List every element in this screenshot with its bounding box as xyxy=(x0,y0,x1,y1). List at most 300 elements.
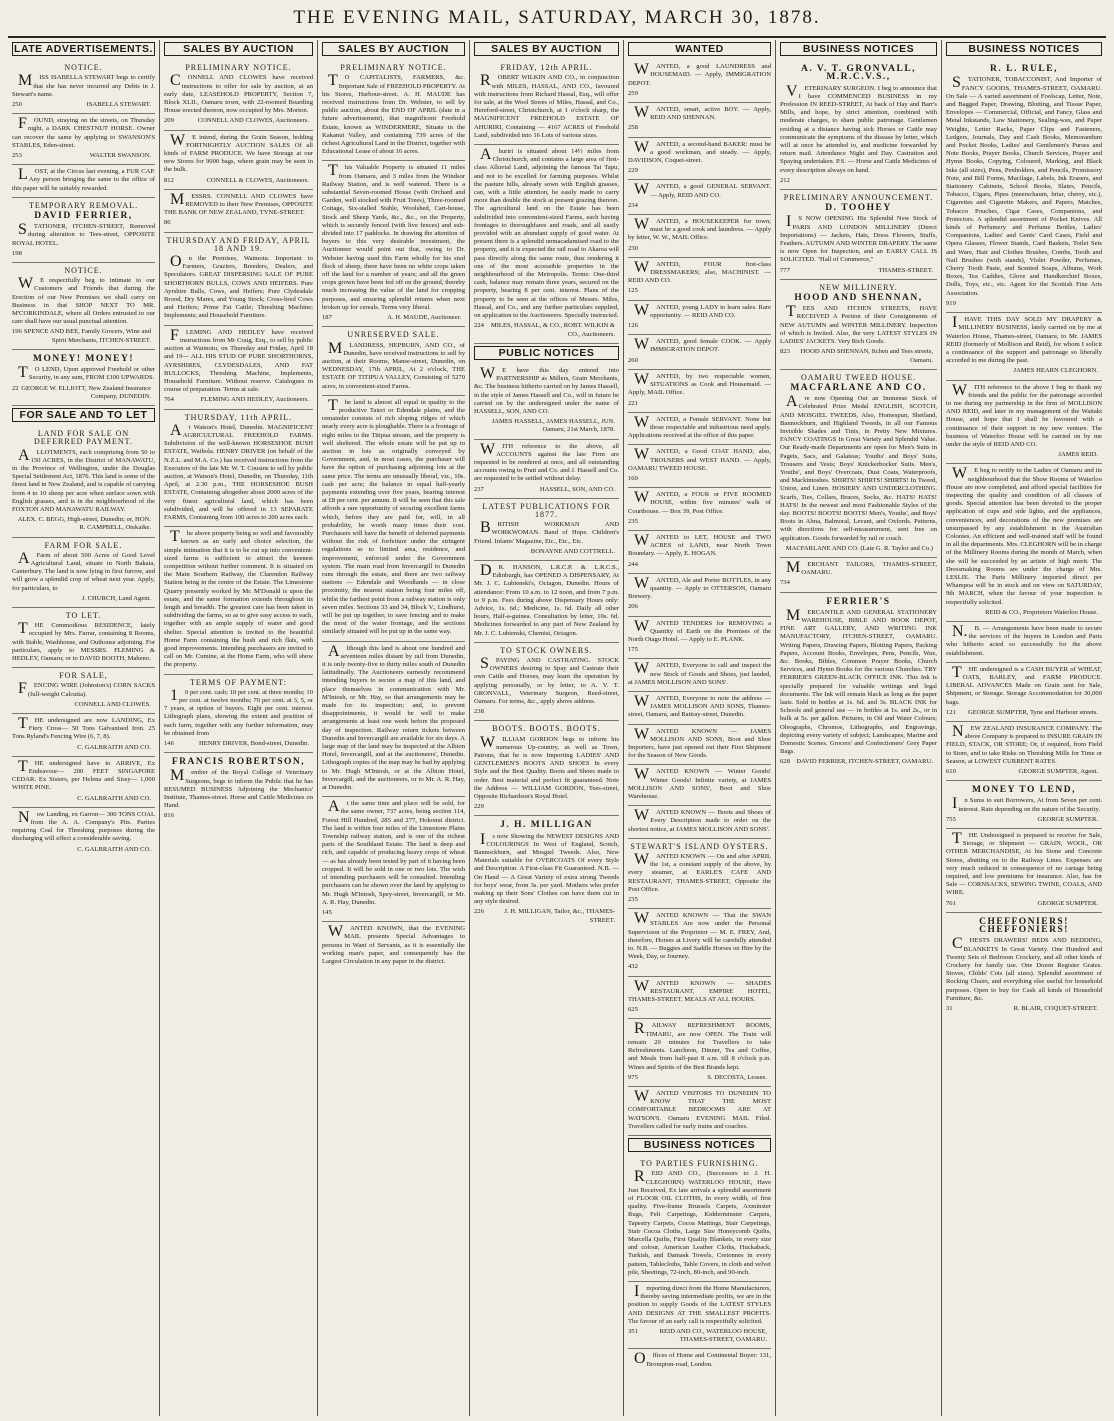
ad-body: WANTED, a good GENERAL SERVANT. — Apply, REID AND CO. xyxy=(634,181,771,199)
ad-signature-text xyxy=(765,646,767,653)
advertisement xyxy=(946,913,1102,1017)
ad-signature-text: A. H. MAUDE, Auctioneer. xyxy=(387,314,461,322)
ad-title: TO STOCK OWNERS. xyxy=(500,645,593,655)
ad-title: PRELIMINARY NOTICE. xyxy=(185,63,292,73)
ad-number: 146 xyxy=(164,740,174,748)
ad-heading: MONEY TO LEND, xyxy=(972,785,1076,796)
ad-number: 234 xyxy=(628,201,638,209)
ad-signature xyxy=(164,740,313,748)
ad-number: 212 xyxy=(780,176,790,184)
ad-body: STATIONER, ITCHEN-STREET, Removed during alteration to Tees-street, OPPOSITE ROYAL HOTEL. xyxy=(12,221,155,247)
advertisement xyxy=(628,909,771,976)
ad-signature-text: CONNELL AND CLOWES, Auctioneers. xyxy=(197,117,309,125)
ad-signature xyxy=(474,548,619,556)
advertisement xyxy=(628,60,771,103)
ad-body: NEW ZEALAND INSURANCE COMPANY. The above Company is prepared to INSURE GRAIN IN FIELD, STACK, OR STORE; Or, if required, from Field to Store, and to take Risks on Threshing Mills for Time or Season, at LOWEST CURRENT RATES. xyxy=(946,723,1102,765)
ad-number: 625 xyxy=(628,1006,638,1014)
section-header: BUSINESS NOTICES xyxy=(628,1138,771,1152)
advertisement xyxy=(474,561,619,643)
masthead-rule xyxy=(8,36,1106,38)
ad-signature xyxy=(628,167,771,175)
ad-number: 761 xyxy=(946,899,956,907)
ad-body: MERCANTILE AND GENERAL STATIONERY WAREHOUSE, BIBLE AND BOOK DEPOT, FINE ART GALLERY, AND WRITING INK MANUFACTORY, ITCHEN-STREET, OAMARU. Writing Papers, Drawing Papers, Blotting Papers, Packing Papers, Account Books, Envelopes, Pens, Pencils, Wax, &c. Books, Bibles, Common Prayer Books, Church Services, and Hymn Books for the various Churches. TRY FERRIER'S GREEN-BLACK OFFICE INK. This Ink is specially prepared for valuable writings and legal documents. The Ink will remain black as long as the paper lasts. Sold in bottles at 1s. 6d. and 3s. BLACK INK for Schools and general use — in bottles at 1s. and 2s., or in bulk at 5s. per gallon. Pictures, in Oil and Water Colours; Oleographs, Chromos, Lithographs, and Engravings, depicting every variety of subject; Landscapes, Marine and Domestic Scenes. Grocers' and Confectioners' Grey Paper Bags. xyxy=(780,606,937,756)
advertisement xyxy=(12,350,155,406)
column-4 xyxy=(470,40,624,1416)
ad-body: WANTED KNOWN — That the SWAN STABLES Are now under the Personal Supervision of the Proprietor — M. E. FREY, And, therefore, Horses at Livery will be carefully attended to. N.B. — Buggies and Saddle Horses on Hire by the Week, Day, or Journey. xyxy=(628,910,771,961)
ad-body: FLEMING AND HEDLEY have received instructions from Mr Craig, Esq., to sell by public auction at Waimotu, on Thursday and Friday, April 18 and 19— ALL HIS STUD OF PURE SHORTHORNS, AYRSHIRES, CLYDESDALES, AND FAT BULLOCKS, Threshing Machine, Implements, Household Furniture. Without reserve. Catalogues in course of preparation. Terms at sale. xyxy=(164,326,313,394)
advertisement xyxy=(780,593,937,771)
ad-title: TO PARTIES FURNISHING. xyxy=(640,1159,759,1169)
ad-body: Although this land is about one hundred and seventeen miles distant by rail from Dunedin, it is only twenty-five to thirty miles south of Dunedin latitudinally. The Auctioneers earnestly recommend intending buyers to secure a map of this land, and place themselves in communication with Mr. M'Intosh, or Mr. Hay, so that arrangements may be made for its inspection; and, to prevent disappointments, it would be well to make arrangements at least one week before the proposed day of inspection. Railway return tickets between Dunedin and Invercargill are available for six days. A large map of the land may be inspected at the Albion Hotel, Invercargill, and at the auctioneers', Dunedin. Lithograph copies of the map may be had by applying to Mr. Hugh M'Intosh, or at the Albion Hotel, Invercargill, and the auctioneers, or to Mr. A. R. Hay, at Dunedin. xyxy=(322,642,465,792)
ad-title: FARM FOR SALE. xyxy=(44,540,123,550)
ad-signature xyxy=(628,245,771,253)
ad-number: 238 xyxy=(474,708,484,716)
advertisement xyxy=(12,263,155,350)
ad-number: 31 xyxy=(946,1004,953,1012)
ad-number: 175 xyxy=(628,646,638,654)
advertisement xyxy=(628,138,771,181)
advertisement xyxy=(474,440,619,499)
ad-body: WANTED KNOWN — On and after APRIL the 1st, a constant supply of the above, by every steamer, at EARLE'S CAFE AND RESTAURANT, THAMES-STREET, Opposite the Post Office. xyxy=(628,851,771,893)
ad-title: PRELIMINARY NOTICE. xyxy=(340,63,447,73)
ad-body: WANTED, by two respectable women, SITUATIONS as Cook and Housemaid. — Apply, MAIL Office. xyxy=(628,370,771,397)
ad-body: N.B. — Arrangements have been made to secure the services of the buyers in London and Paris who hitherto acted so successfully for the above establishment. xyxy=(946,623,1102,657)
ad-signature-text xyxy=(765,90,767,97)
ad-heading: HOOD AND SHENNAN, xyxy=(794,293,923,304)
advertisement xyxy=(628,335,771,370)
ad-title: NOTICE. xyxy=(64,63,103,73)
advertisement xyxy=(164,190,313,233)
ad-signature-text: C. GALBRAITH AND CO. xyxy=(77,743,151,751)
advertisement xyxy=(628,180,771,215)
ad-body: FENCING WIRE (Johnston's) CORN SACKS (full-weight Calcutta). xyxy=(18,680,155,698)
ad-signature-text xyxy=(307,219,309,226)
ad-signature xyxy=(12,701,155,709)
ad-number: 206 xyxy=(628,603,638,611)
ad-body: WANTED, Everyone to call and inspect the new Stock of Goods and Shoes, just landed, at JAMES MOLLISON AND SONS'. xyxy=(628,660,771,686)
ad-title: THURSDAY, 11th APRIL. xyxy=(184,412,293,422)
ad-signature xyxy=(164,396,313,404)
ad-signature xyxy=(12,795,155,803)
ad-title: NEW MILLINERY. xyxy=(819,282,898,292)
advertisement xyxy=(946,313,1102,380)
ad-body: MERCHANT TAILORS, THAMES-STREET, OAMARU. xyxy=(786,558,937,577)
ad-number: 22 xyxy=(12,384,19,392)
ad-body: SPAYING AND CASTRATING. STOCK OWNERS desiring to Spay and Castrate their own Cattle and Horses, may learn the operation by applying personally, or by letter, to A. V. T. GRONVALL, Veterinary Surgeon, Reed-street, Oamaru. For terms, &c., apply above address. xyxy=(474,655,619,706)
ad-signature-text xyxy=(931,579,933,586)
ad-signature-text: DAVID FERRIER, ITCHEN-STREET, OAMARU. xyxy=(796,758,933,766)
advertisement xyxy=(628,1282,771,1349)
ad-body: THE undersigned have to ARRIVE, Ex Endeavour— 200 FEET SINGAPORE CEDAR. Ex Sisters, per Helena and Sissy— 1,000 WHITE PINE. xyxy=(12,757,155,792)
ad-number: 351 xyxy=(628,1327,638,1335)
ad-title: STEWART'S ISLAND OYSTERS. xyxy=(630,841,769,851)
advertisement xyxy=(12,757,155,808)
advertisement xyxy=(12,538,155,608)
ad-title: UNRESERVED SALE. xyxy=(347,330,440,340)
advertisement xyxy=(164,326,313,410)
ad-body: MLANDRESS, HEPBURN, AND CO., of Dunedin, have received instructions to sell by auction, at their Rooms, Manse-street, Dunedin, on WEDNESDAY, 17th APRIL, At 2 o'clock, THE ESTATE OF TITIPUA VALLEY, Consisting of 5270 acres, in convenient-sized Farms. xyxy=(322,339,465,390)
ad-body: WANTED, a good LAUNDRESS and HOUSEMAID. — Apply, IMMIGRATION DEPOT. xyxy=(628,61,771,87)
column-1 xyxy=(8,40,160,1416)
ad-heading: CHEFFONIERS! CHEFFONIERS! xyxy=(979,916,1069,936)
ad-title: LAND FOR SALE ON DEFERRED PAYMENT. xyxy=(34,429,133,447)
section-header: LATE ADVERTISEMENTS. xyxy=(12,42,155,56)
ad-body: Is now Showing the NEWEST DESIGNS AND COLOURINGS In West of England, Scotch, Bannockburn, and Mosgiel Tweeds. Also, New Materials suitable for OVERCOATS Of every Style and Description. A First-class Fit Guaranteed. N.B. — On Hand — A Great Variety of extra strong Tweeds for boys' wear, from 3s. per yard. Mothers who prefer making up their Sons' Clothes can have them cut in any style desired. xyxy=(474,830,619,906)
ad-signature-text: J. H. MILLIGAN, Tailor, &c., THAMES-STREET. xyxy=(504,908,615,924)
ad-signature-text xyxy=(459,909,461,916)
ad-signature-text xyxy=(765,400,767,407)
ad-body: BRITISH WORKMAN AND WORKWOMAN. Band of Hope. Children's Friend. Infants' Magazine, Etc., Etc., Etc. xyxy=(474,519,619,545)
ad-body: VETERINARY SURGEON. I beg to announce that I have COMMENCED BUSINESS in my Profession IN REED-STREET, At back of Hay and Barr's Mills, and hope, by strict attention, combined with moderate charges, to share public patronage. Gentlemen residing at a distance having sick Horses or Cattle may communicate the symptoms of the disease by letter, which will at once be attended to, and medicine forwarded by return mail. Attendance Night and Day. Castration and Spaying undertaken. P.S. — Horse and Cattle Medicines of every description always on hand. xyxy=(780,82,937,174)
advertisement xyxy=(474,364,619,440)
ad-signature-text: GEORGE SUMPTER, Tyne and Harbour streets. xyxy=(968,708,1098,716)
ad-signature-text xyxy=(149,250,151,257)
ad-signature-text xyxy=(765,322,767,329)
ad-signature xyxy=(628,475,771,483)
ad-body: WANTED, a Female SERVANT. None but those respectable and industrious need apply. Applications received at the office of this paper. xyxy=(628,413,771,440)
ad-signature xyxy=(628,1006,771,1014)
ad-signature xyxy=(164,117,313,125)
ad-number: 198 xyxy=(12,249,22,257)
ad-signature xyxy=(12,516,155,532)
ad-signature xyxy=(12,595,155,603)
ad-signature xyxy=(474,322,619,338)
ad-body: WANTED, a second-hand BAKER: must be a good workman, and steady. — Apply, DAVIDSON, Coquet-street. xyxy=(628,138,771,165)
advertisement xyxy=(164,527,313,674)
advertisement xyxy=(780,280,937,370)
ad-signature-text: MACFARLANE AND CO. (Late G. R. Taylor and Co.) xyxy=(785,544,933,552)
ad-number: 230 xyxy=(628,244,638,252)
ad-body: WANTED, a HOUSEKEEPER for town; must be a good cook and laundress. — Apply by letter, W. W., MAIL Office. xyxy=(628,216,771,242)
advertisement xyxy=(164,753,313,824)
section-header: WANTED xyxy=(628,42,771,56)
advertisement xyxy=(322,642,465,798)
advertisement xyxy=(628,574,771,617)
ad-body: TO LEND, Upon approved Freehold or other Security, in any sum, FROM £100 UPWARDS. xyxy=(18,364,155,382)
ad-signature xyxy=(12,744,155,752)
ad-signature-text: ALEX. C. BEGG, High-street, Dunedin; or, HON. R. CAMPBELL, Otekaike. xyxy=(17,516,151,532)
advertisement xyxy=(780,60,937,190)
ad-signature-text xyxy=(1096,300,1098,307)
ad-title: OAMARU TWEED HOUSE. xyxy=(800,372,917,382)
ad-signature xyxy=(322,909,465,917)
ad-body: WANTED KNOWN — JAMES MOLLISON AND SONS, Boot and Shoe Importers, have just opened out their First Shipment for the Season of New Goods. xyxy=(628,725,771,760)
column-6 xyxy=(776,40,942,1416)
ad-signature-text: REID AND CO., WATERLOO HOUSE, THAMES-STREET, OAMARU. xyxy=(659,1327,767,1344)
ad-signature xyxy=(628,400,771,408)
advertisement xyxy=(164,410,313,528)
ad-heading: A. V. T. GRONVALL, M.R.C.V.S., xyxy=(800,64,917,83)
ad-signature-text xyxy=(765,245,767,252)
ad-body: On the Premises, Waimotu. Important to Farmers, Graziers, Breeders, Dealers, and Speculators. GREAT DISPERSING SALE OF PURE SHORTHORN BULLS, COWS AND HEIFERS. Pure Ayrshire Bulls, Cows, and Heifers; Pure Clydesdale Brood, Dry Mares, and Young Stock; Cross-bred Cows and Heifers; Prime Fat Cattle; Threshing Machine; Implements; and Household Furniture. xyxy=(164,253,313,320)
ad-signature xyxy=(946,609,1102,617)
ad-body: THE undersigned are now LANDING, Ex Fiery Cross— 50 Tons Galvanised Iron. 25 Tons Ryland's Fencing Wire (6, 7, 8). xyxy=(12,715,155,741)
ad-signature-text xyxy=(613,708,615,715)
advertisement xyxy=(628,806,771,839)
ad-signature xyxy=(628,963,771,971)
ad-signature xyxy=(474,486,619,494)
advertisement xyxy=(12,426,155,537)
ad-signature-text xyxy=(765,1006,767,1013)
ad-body: At Watson's Hotel, Dunedin. MAGNIFICENT AGRICULTURAL FREEHOLD FARMS. Subdivision of the well-known HORSESHOE BUSH ESTATE, Waihola. HENRY DRIVER (on behalf of the N.Z.L. and M.A. Co.) has received instructions from the Executors of the late Mr. W. T. Cousins to sell by public auction, at Watson's Hotel, Dunedin, on Thursday, 11th April, at 2.30 p.m., THE HORSESHOE BUSH ESTATE, Containing altogether about 2000 acres of the very finest agricultural land, which has been subdivided, and will be offered in 13 SEPARATE FARMS, Containing from 100 acres to 200 acres each. xyxy=(164,421,313,521)
ad-signature xyxy=(780,348,937,364)
ad-number: 145 xyxy=(322,908,332,916)
ad-signature-text: WALTER SWANSON. xyxy=(89,152,151,160)
ad-signature-text: JAMES REID. xyxy=(1058,451,1098,459)
section-header: FOR SALE AND TO LET xyxy=(12,408,155,422)
advertisement xyxy=(628,370,771,413)
advertisement xyxy=(780,190,937,280)
ad-signature xyxy=(12,385,155,401)
ad-body: WE respectfully beg to intimate to our Customers and Friends that during the Erection of our New Premises we shall carry on Business in that SHOP NEXT TO MR. M'CORKINDALE, where all Orders entrusted to our care shall have our usual punctual attention. xyxy=(12,275,155,326)
column-3 xyxy=(318,40,470,1416)
ad-heading: FERRIER'S xyxy=(826,596,891,607)
ad-body: MESSRS. CONNELL AND CLOWES have REMOVED to their New Premises, OPPOSITE THE BANK OF NEW ZEALAND, TYNE-STREET. xyxy=(164,190,313,217)
ad-signature xyxy=(946,300,1102,308)
advertisement xyxy=(12,608,155,668)
ad-body: At the same time and place will be sold, for the same owner, 737 acres, being section 114, Forest Hill Hundred, 285 and 277, Hokonui district. The land is within four miles of the Limestone Plains Township railway station, and is one of the richest parts of the Southland Estate. The land is deep and rich, and capable of producing heavy crops of wheat — as has already been tested by part of it having been cropped. It will be sold in one or two lots. The wish of intending purchasers will be consulted. Intending purchasers can be shown over the land by applying to Mr. Hugh M'Intosh, Spey-street, Invercargill, or Mr. A. R. Hay, Dunedin. xyxy=(322,798,465,906)
ad-signature-text: CONNELL & CLOWES, Auctioneers. xyxy=(206,176,309,184)
ad-signature-text: FLEMING AND HEDLEY, Auctioneers. xyxy=(200,396,309,404)
ad-title: BOOTS. BOOTS. BOOTS. xyxy=(492,724,601,734)
ad-signature xyxy=(946,1005,1102,1013)
ad-body: THE Commodious RESIDENCE, lately occupied by Mrs. Farrar, containing 8 Rooms, with Stable, Washhouse, and Outhouse adjoining. For particulars, apply to MESSRS. FLEMING & HEDLEY, Oamaru; or to DAVID BOOTH, Maheno. xyxy=(12,620,155,662)
ad-signature-text: C. GALBRAITH AND CO. xyxy=(77,845,151,853)
ad-body: STATIONER, TOBACCONIST, And Importer of FANCY GOODS, THAMES-STREET, OAMARU. On Sale — A varied assortment of Foolscap, Letter, Note, and Bagged Paper, Drawing, Blotting, and Tissue Paper, Envelopes — Commercial, Official, and Fancy, Glass and Metal Inkstands, Law Stationery, Sealing-wax, and Paper Weights, Letter Racks, Paper Clips and Fasteners, Ledgers, Journals, Day and Cash Books, Memorandum and Pocket Books, Ladies' and Gentlemen's Purses and Note Books, Prayer Books, Church Services, Prayer and Hymn Books, Copying, Coloured, Marking, and Black Inks (all sizes), Pens, Penholders, and Pencils, Promissory Note, and Bill Forms, Mucilage, Labels, Ink Erasers, and Stationery Cabinets, School Books, Slates, Pencils, Tobacco, Cigars, Pipes (meerschaum, briar, cherry, etc.), Cigarettes and Cigarette Makers, and Papers, Matches, Tobacco Pouches, Cigar Cases, Companions, and Protectors. A splendid assortment of Pocket Knives. All kinds of Perfumery and Perfume Bottles, Ladies' Companions, Ladies' and Gents' Card Cases, Field and Opera Glasses, Flower Stands, Card Baskets, Toilet Sets and Ware, Hair and Clothes Brushes, Combs, Tooth and Nail Brushes (with stands), Violet Powder, Perfumes, Cherry Tooth Paste, and Scented Soaps, Albums, Work Boxes, Tea Caddies, Glove and Handkerchief Boxes, Dolls, Toys, etc., etc. Agent for the Scottish Fine Arts Association. xyxy=(946,74,1102,297)
ad-body: This Valuable Property is situated 11 miles from Oamaru, and 3 miles from the Windsor Railway Station, and is well watered. There is a substantial Seven-roomed House (with Orchard and Garden, well stocked with Fruit Trees), Three-roomed Cottage, Six-stalled Stable, Woolshed, Cart-house, Stock and Sheep Yards, &c., &c., on the Property, which is securely fenced (with live fences) and sub-divided into 17 paddocks. In drawing the attention of buyers to this very desirable investment, the Auctioneer would point out that, owing to Dr. Webster having used this Farm wholly for his stud flock of sheep, there have been no white crops taken off the land for a number of years; and all the green crops grown have been fed off on the ground, thereby much increasing the value of the land for cropping purposes, and ensuring splendid returns when next broken up for cereals. Terms very liberal. xyxy=(322,162,465,311)
ad-signature-text: S. DECOSTA, Lessee. xyxy=(707,1073,767,1081)
ad-number: 919 xyxy=(946,299,956,307)
ad-signature xyxy=(628,1328,771,1344)
ad-signature-text: GEORGE SUMPTER. xyxy=(1037,899,1098,907)
advertisement xyxy=(164,60,313,130)
ad-body: REID AND CO., (Successors to J. H. CLEGHORN) WATERLOO HOUSE, Have Just Received, Ex late arrivals a splendid assortment of FLOOR OIL CLOTHS, In every width, of first quality. Five-frame Brussels Carpets, Axminster Rugs, Felt Carpetings, Kidderminster Carpets, Tapestry Carpets, Cocoa Mattings, Stair Carpetings, Stair Cocoa Cloths, Large Size Honeycomb Quilts, Marcella Quilts, First Quality Blankets, in every size and colour, American Leather Cloths, Huckaback, Turkish, and Damask Towels, Cretonnes in every pattern, Tablecloths, Table Covers, in cloth and velvet pile, Sheetings, 72-inch, 80-inch, and 90-inch. xyxy=(628,1168,771,1276)
ad-signature-text xyxy=(765,963,767,970)
ad-signature-text xyxy=(931,177,933,184)
ad-number: 812 xyxy=(164,176,174,184)
ad-signature-text xyxy=(613,803,615,810)
ad-signature xyxy=(628,561,771,569)
ad-body: Now Landing, ex Garron— 300 TONS COAL from the A. A. Company's Pits. Parties requiring Coal for Threshing purposes during the discharging will effect a considerable saving. xyxy=(12,808,155,843)
advertisement xyxy=(946,722,1102,781)
ad-body: FOUND, straying on the streets, on Thursday night, a DARK CHESTNUT HORSE. Owner can recover the same by applying to SWANSON'S STABLES, Eden-street. xyxy=(12,115,155,149)
ad-number: 244 xyxy=(628,560,638,568)
ad-signature xyxy=(322,314,465,322)
ad-signature-text: CONNELL AND CLOWES. xyxy=(74,700,151,708)
advertisement xyxy=(628,103,771,138)
ad-number: 260 xyxy=(628,356,638,364)
advertisement xyxy=(474,816,619,928)
advertisement xyxy=(628,839,771,909)
advertisement xyxy=(322,60,465,161)
ad-number: 823 xyxy=(780,348,790,356)
ad-signature xyxy=(12,152,155,160)
ad-title: TERMS OF PAYMENT: xyxy=(190,677,287,687)
ad-signature xyxy=(628,124,771,132)
section-header: SALES BY AUCTION xyxy=(164,42,313,56)
ad-number: 259 xyxy=(628,89,638,97)
ad-body: THE undersigned is a CASH BUYER of WHEAT, OATS, BARLEY, and FARM PRODUCE. LIBERAL ADVANCES Made on Grain sent for Sale, Shipment, or Storage. Storage Accommodation for 30,000 bags. xyxy=(946,663,1102,706)
ad-body: TEES AND ITCHEN STREETS, HAVE RECEIVED A Portion of their Consignments of NEW AUTUMN and WINTER MILLINERY. Inspection of which is Invited. Also, the very LATEST STYLES IN LADIES' JACKETS. Very Rich Goods. xyxy=(780,303,937,346)
advertisement xyxy=(12,808,155,858)
ad-number: 764 xyxy=(164,396,174,404)
advertisement xyxy=(946,829,1102,913)
ad-body: WE beg to notify to the Ladies of Oamaru and its neighbourhood that the Show Rooms of Waterloo House are now completed, and afford special facilities for inspecting the quality and condition of all classes of goods. Special attention has been devoted to the proper application of cups and side lights, and the appliances, conveniences, and decorations of the new premises are unsurpassed by any establishment in the Australian Colonies. An efficient and well-trained staff will be found in all the departments. Mrs. CLEGHORN will be in charge of the Millinery Rooms during the month of March, when she will be succeeded by an artiste of high merit. The Dressmaking Rooms are under the charge of Mrs. LESLIE. The Paris Millinery imported direct per Whampoa will be in stock and on view on SATURDAY, 9th MARCH, when the favour of your inspection is respectfully solicited. xyxy=(946,465,1102,606)
ad-body: Ahuriri is situated about 14½ miles from Christchurch, and contains a large area of first-class Alluvial Land, adjoining the famous Tai Tapu, and not to be excelled for farming purposes. Whilst the pasture hills, already sown with English grasses, can, with a little attention, be easily made to carry more than double the stock at present grazing thereon. The agricultural land on the Estate has been subdivided into convenient-sized Farms, each having frontages to thoroughfares and roads, and all easily provided with an abundant supply of good water. At present there is a splendid unmacadamised road to the property, and it is expected the rail road to Akaroa will pass directly along the same route, thus rendering it one of the most accessible properties in the neighbourhood of the Metropolis. Terms: One-third cash, balance may remain three years, secured on the property, bearing 8 per cent. interest. Plans of the property to be seen at the offices of Messrs. Miles, Hassal, and Co., and any further particulars supplied, on application to the Auctioneers. Specially instructed. xyxy=(474,146,619,320)
advertisement xyxy=(12,165,155,198)
ad-heading: D. TOOHEY xyxy=(825,203,892,214)
ad-body: WILLIAM GORDON begs to inform his numerous Up-country, as well as Town, Patrons, that he is now Importing LADIES' AND GENTLEMEN'S BOOTS AND SHOES In every Style and the Best Quality. Boots and Shoes made to order. Best material and perfect fit guaranteed. Note the Address — WILLIAM GORDON, Tees-street, Opposite Richardson's Royal Hotel. xyxy=(474,733,619,801)
ad-signature xyxy=(780,545,937,553)
advertisement xyxy=(628,1087,771,1136)
advertisement xyxy=(628,977,771,1020)
ad-signature-text xyxy=(765,603,767,610)
advertisement xyxy=(474,643,619,722)
advertisement xyxy=(12,714,155,757)
ad-body: WANTED VISITORS TO DUNEDIN TO KNOW THAT THE MOST COMFORTABLE BEDROOMS ARE AT WATSON'S. Oamaru EVENING MAIL Filed. Travellers called for early trains and coaches. xyxy=(628,1087,771,1130)
ad-signature-text: J. CHURCH, Land Agent. xyxy=(81,594,151,602)
ad-number: 224 xyxy=(474,322,484,330)
ad-signature-text xyxy=(765,896,767,903)
ad-number: 258 xyxy=(628,124,638,132)
ad-number: 221 xyxy=(628,399,638,407)
ad-signature-text xyxy=(765,475,767,482)
ad-body: WE have this day entered into PARTNERSHIP as Millers, Grain Merchants, &c. The business hitherto carried on by James Hassell, in the style of James Hassell and Co., will in future be carried on by the undersigned under the name of HASSELL, SON, AND CO. xyxy=(474,364,619,415)
ad-signature-text: JAMES HASSELL, JAMES HASSELL, JUN. Oamaru, 21st March, 1878. xyxy=(491,418,615,434)
ad-number: 86 xyxy=(164,219,171,227)
ad-signature xyxy=(12,250,155,258)
advertisement xyxy=(946,781,1102,829)
ad-signature-text: GEORGE W. ELLIOTT, New Zealand Insurance Company, DUNEDIN. xyxy=(21,384,151,400)
ad-number: 126 xyxy=(628,322,638,330)
ad-body: LOST, at the Circus last evening, a FUR CAP. Any person bringing the same to the office of this paper will be suitably rewarded. xyxy=(12,166,155,192)
advertisement xyxy=(780,370,937,558)
ad-body: WANTED KNOWN — Boots and Shoes of Every Description made to order on the shortest notice, at JAMES MOLLISON AND SONS'. xyxy=(628,807,771,833)
advertisement xyxy=(780,558,937,593)
advertisement xyxy=(628,445,771,488)
ad-title: TEMPORARY REMOVAL. xyxy=(28,200,139,210)
section-header: BUSINESS NOTICES xyxy=(946,42,1102,56)
ad-body: IS NOW OPENING His Splendid New Stock of PARIS AND LONDON MILLINERY (Direct Importations) — Jackets, Hats, Dress Flowers, Stuffs, Feathers. AUTUMN AND WINTER DRAPERY. The same is now Open for Inspection, and an EARLY CALL IS SOLICITED. "Hall of Commerce," xyxy=(780,213,937,264)
ad-number: 121 xyxy=(946,708,956,716)
advertisement xyxy=(12,668,155,714)
ad-signature xyxy=(12,328,155,344)
advertisement xyxy=(322,922,465,970)
column-7 xyxy=(942,40,1106,1416)
ad-signature xyxy=(780,758,937,766)
advertisement xyxy=(628,1349,771,1372)
ad-signature xyxy=(946,367,1102,375)
ad-signature xyxy=(628,896,771,904)
ad-signature xyxy=(474,803,619,811)
ad-body: WANTED TENDERS for REMOVING a Quantity of Earth on the Premises of the North Otago Hotel. — Apply to E. PLANK. xyxy=(628,617,771,643)
advertisement xyxy=(946,381,1102,465)
ad-body: WANTED, good female COOK. — Apply IMMIGRATION DEPOT. xyxy=(634,336,771,354)
ad-body: WANTED, FOUR first-class DRESSMAKERS; also, MACHINIST. — REID AND CO. xyxy=(628,258,771,285)
ad-number: 253 xyxy=(12,152,22,160)
ad-signature xyxy=(628,357,771,365)
ad-signature-text: GEORGE SUMPTER. xyxy=(1037,815,1098,823)
advertisement xyxy=(474,145,619,344)
advertisement xyxy=(628,488,771,531)
ad-signature-text xyxy=(765,124,767,131)
advertisement xyxy=(628,413,771,446)
ad-number: 160 xyxy=(628,474,638,482)
ad-signature-text: GEORGE SUMPTER, Agent. xyxy=(1018,768,1098,776)
advertisement xyxy=(12,60,155,114)
advertisement xyxy=(628,659,771,692)
ad-signature xyxy=(12,101,155,109)
ad-body: WANTED, smart, active BOY. — Apply, REID AND SHENNAN. xyxy=(634,104,771,122)
ad-signature xyxy=(474,908,619,924)
ad-title: FRIDAY, 12th APRIL. xyxy=(500,63,593,73)
ad-body: WANTED, Everyone to note the address — JAMES MOLLISON AND SONS, Thames-street, Oamaru, and Rattray-street, Dunedin. xyxy=(628,692,771,719)
ad-signature-text: SPENCE AND BEE, Family Grocers, Wine and Spirit Merchants, ITCHEN-STREET. xyxy=(23,328,151,344)
ad-signature xyxy=(474,418,619,434)
column-2 xyxy=(160,40,318,1416)
advertisement xyxy=(474,499,619,561)
ad-signature xyxy=(946,900,1102,908)
ad-title: THURSDAY AND FRIDAY, APRIL 18 AND 19. xyxy=(166,235,311,253)
advertisement xyxy=(164,131,313,190)
ad-body: WITH reference to the above I beg to thank my friends and the public for the patronage accorded to me during my partnership in the firm of MOLLISON AND REID, and later in my management of the Waitaki House, and hope that I shall be favoured with a continuance of their support in my new venture. The business of Waterloo House will be carried on by me under the style of REID AND CO. xyxy=(946,381,1102,448)
ad-signature-text xyxy=(307,812,309,819)
advertisement xyxy=(474,60,619,145)
ad-body: ALLOTMENTS, each comprising from 50 to 150 ACRES, in the District of MANAWATU, in the Province of Wellington, under the Douglas Special Settlement Act, 1876. This land is some of the finest land in New Zealand, and is capable of carrying from 4 to 10 sheep per acre when surface sown with English grasses, and is in the neighbourhood of the FOXTON AND MANAWATU RAILWAY. xyxy=(12,446,155,513)
ad-body: Member of the Royal College of Veterinary Surgeons, begs to inform the Public that he has RESUMED BUSINESS Adjoining the Mechanics' Institute, Thames-street. Horse and Cattle Medicines on Hand. xyxy=(164,767,313,810)
ad-signature xyxy=(628,603,771,611)
ad-body: ROBERT WILKIN AND CO., in conjunction with MILES, HASSAL, AND CO., favoured with instructions from Richard Hassal, Esq., will offer for sale, at the Wool Stores of Miles, Hassal, and Co., Hereford-street, Christchurch, at 1 o'clock sharp, the MAGNIFICENT FREEHOLD ESTATE OF AHURIRI, Containing — 4167 ACRES of Freehold Land, subdivided into 16 Lots of various sizes. xyxy=(474,72,619,139)
advertisement xyxy=(12,198,155,263)
advertisement xyxy=(946,60,1102,313)
ad-number: 237 xyxy=(474,485,484,493)
ad-body: AFarm of about 500 Acres of Good Level Agricultural Land, situate in North Bakaia, Canterbury. The land is now lying in first furrow, and will grow a splendid crop of wheat next year. Apply, for particulars, to xyxy=(12,549,155,592)
ad-body: 10 per cent. cash; 10 per cent. at three months; 10 per cent. at twelve months; 70 per cent. at 3, 5, or 7 years, at option of buyers. Eight per cent. interest. Lithograph plans, showing the extent and position of each farm, together with any further information, may be obtained from xyxy=(164,686,313,737)
ad-signature-text: HASSELL, SON, AND CO. xyxy=(539,485,615,493)
advertisement xyxy=(628,617,771,660)
ad-body: WANTED, a Good COAT HAND; also, TROUSERS and WEST HAND. — Apply, OAMARU TWEED HOUSE. xyxy=(628,446,771,472)
masthead: THE EVENING MAIL, SATURDAY, MARCH 30, 1878. xyxy=(293,7,821,28)
ad-body: TO CAPITALISTS, FARMERS, &c. Important Sale of FREEHOLD PROPERTY. At his Stores, Harbour-street. A. H. MAUDE has received instructions from Dr. Webster, to sell by public auction, about the END OF APRIL (date in a future advertisement), that magnificent Freehold Estate, known as WINDERMERE, Situate in the Kakanui Valley, and containing 739 acres of the richest Agricultural Land in the District, together with Educational Lease of about 16 acres. xyxy=(322,72,465,156)
ad-signature-text xyxy=(765,202,767,209)
ad-signature xyxy=(164,812,313,820)
ad-title: FOR SALE, xyxy=(59,671,108,681)
ad-heading: MONEY! MONEY! xyxy=(32,353,135,364)
column-5 xyxy=(624,40,776,1416)
ad-body: DR. HANSON, L.R.C.P. & L.R.C.S., Edinburgh, has OPENED A DISPENSARY, At Mr. J. C. Lubienski's, Octagon, Dunedin. Hours of attendance: From 10 a.m. to 12 noon, and from 7 p.m. to 9 p.m. Fees during above Dispensary Hours only: Advice, 1s. 6d.; Medicine, 1s. 6d. Daily all other hours, Half-a-guinea. Consultation by letter, 10s. 6d. Medicines forwarded to any part of New Zealand by Mr. J. C. Lubienski, Chemist, Octagon. xyxy=(474,561,619,637)
advertisement xyxy=(628,765,771,806)
ad-number: 229 xyxy=(628,167,638,175)
ad-signature xyxy=(946,709,1102,717)
ad-signature-text: BONAYNE AND COTTRELL. xyxy=(530,547,615,555)
advertisement xyxy=(164,233,313,326)
ad-signature-text: ISABELLA STEWART. xyxy=(86,101,151,109)
section-header: BUSINESS NOTICES xyxy=(780,42,937,56)
ad-heading: J. H. MILLIGAN xyxy=(500,820,593,831)
ad-signature xyxy=(628,322,771,330)
ad-number: 250 xyxy=(12,101,22,109)
ad-signature-text: HOOD AND SHENNAN, Itchen and Tees streets, Oamaru. xyxy=(800,348,933,364)
ad-signature xyxy=(12,846,155,854)
ad-body: WANTED KNOWN, that the EVENING MAIL presents Special Advantages to persons in Want of Servants, as it is essentially the working man's paper, and consequently has the Largest Circulation in any paper in the district. xyxy=(322,923,465,965)
ad-number: 816 xyxy=(164,812,174,820)
ad-body: RAILWAY REFRESHMENT ROOMS, TIMARU, are now OPEN. The Train will remain 20 minutes for Travellers to take Refreshments. Luncheon, Dinner, Tea and Coffee, and Meals from half-past 8 a.m. till 8 o'clock p.m. Wines and Spirits of the Best Brands kept. xyxy=(628,1020,771,1071)
ad-body: The land is almost all equal in quality to the productive Taieri or Edendale plains, and the remainder consists of rich sloping ridges of which nearly every acre is ploughable. There is a frontage of eight miles to the Titipua stream, and the property is well sheltered. The whole estate will be put up to auction in lots as originally conveyed by Government, and, in most cases, the purchaser will have the option of purchasing adjoining lots at the same price. The terms are unusually liberal, viz., 10s. cash per acre; the balance in equal half-yearly payments extending over five years, bearing interest at £8 per cent. per annum. It will be seen that this sale affords a rare opportunity of securing excellent farms which, before they are paid for, will, in all probability, be worth many times their cost. Purchasers will have the benefit of deferred payments without the risk of forfeiture under the stringent regulations as to limited area, residence, and improvement, enforced under the Government system. The main road from Invercargill to Dunedin runs through the estate, and there are two railway stations — Edendale and Woodlands — in close proximity, the nearest station being four miles off, whilst the farthest point from a railway station is only seven miles. Sections 33 and 34, Block V., Lindhurst, will be put up together, to save fencing and to make the most of the water frontage, and the sections similarly situated will be put up in the same way. xyxy=(322,396,465,636)
ad-number: 125 xyxy=(628,287,638,295)
ad-body: WANTED, young LADY to learn sales. Rare opportunity. — REID AND CO. xyxy=(634,301,771,319)
ad-heading: R. L. RULE, xyxy=(990,64,1058,75)
advertisement xyxy=(322,327,465,395)
